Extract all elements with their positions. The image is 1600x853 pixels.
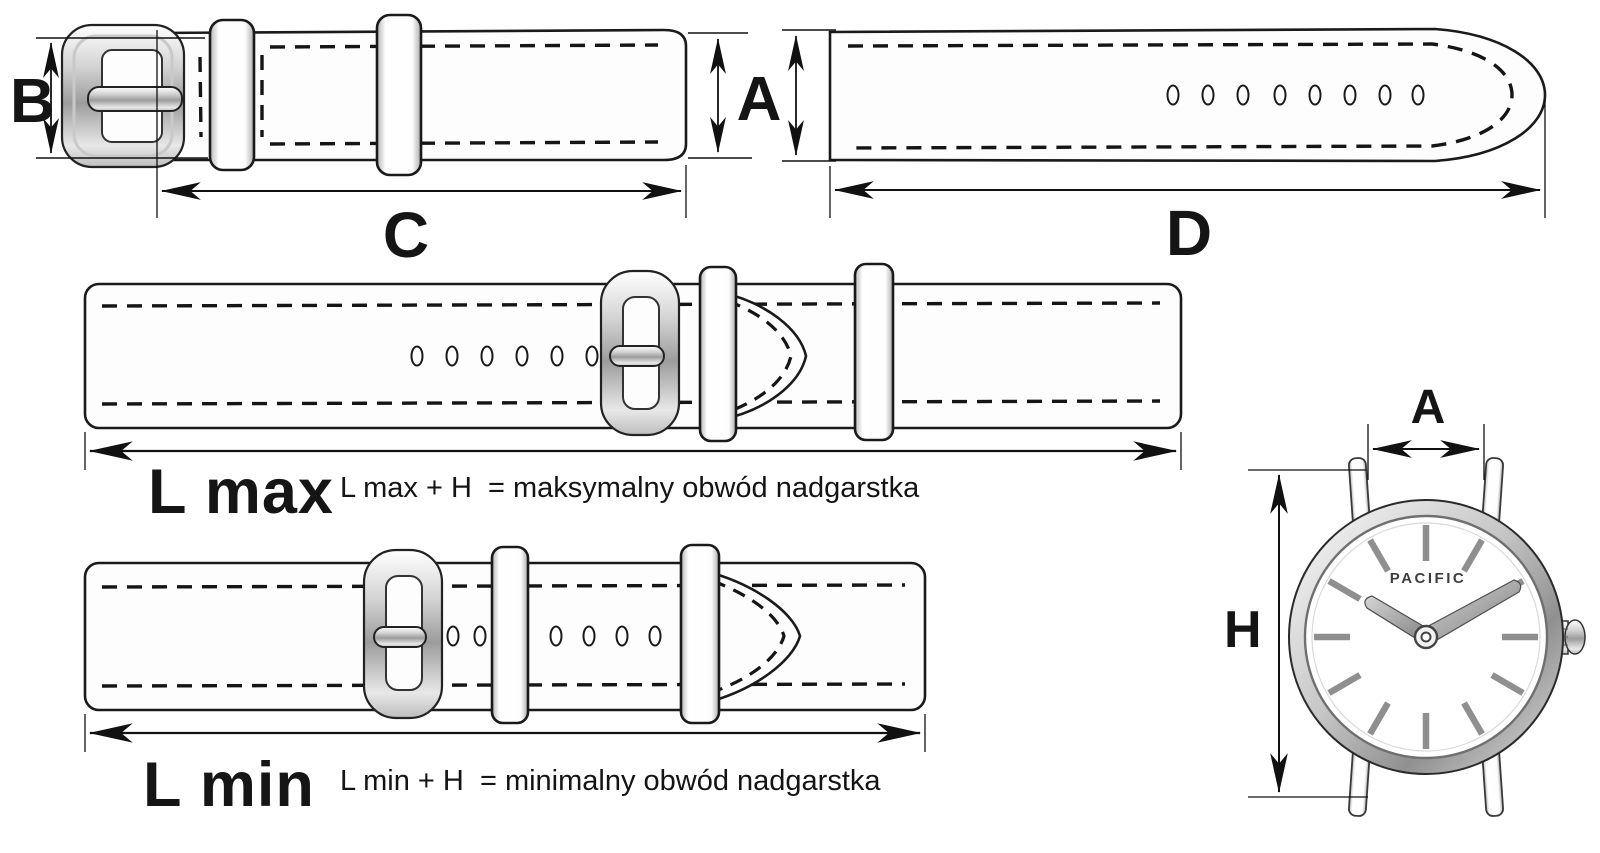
buckle — [601, 271, 679, 435]
buckle-prong — [88, 87, 182, 111]
buckle — [364, 550, 442, 718]
l-max-formula: L max + H = maksymalny obwód nadgarstka — [340, 472, 920, 504]
keeper-loop — [492, 547, 528, 723]
buckle-strap-figure — [36, 15, 752, 218]
tail-strap-figure — [782, 29, 1545, 218]
keeper-loop — [681, 545, 719, 723]
l-min-formula: L min + H = minimalny obwód nadgarstka — [340, 765, 881, 797]
dim-a-label: A — [736, 65, 782, 134]
keeper-loop — [377, 15, 421, 175]
keeper-loop — [210, 20, 254, 170]
buckle-prong — [610, 346, 664, 366]
dim-c-label: C — [382, 199, 430, 271]
buckle-prong — [374, 627, 426, 647]
l-max-label: L max — [148, 457, 334, 527]
watch-dim-a-label: A — [1410, 381, 1446, 434]
l-max-strap-figure — [85, 264, 1181, 470]
keeper-loop — [855, 264, 893, 440]
watch-figure — [1248, 424, 1585, 816]
dim-d-label: D — [1165, 197, 1213, 269]
strap-band — [830, 29, 1545, 161]
watch-dim-h-label: H — [1224, 601, 1262, 659]
watch-brand: PACIFIC — [1389, 570, 1467, 587]
keeper-loop — [700, 267, 736, 441]
buckle — [62, 25, 184, 167]
l-min-strap-figure — [85, 545, 925, 752]
dim-a-right — [782, 30, 836, 161]
l-min-label: L min — [143, 750, 315, 820]
dim-b-label: B — [10, 67, 55, 136]
